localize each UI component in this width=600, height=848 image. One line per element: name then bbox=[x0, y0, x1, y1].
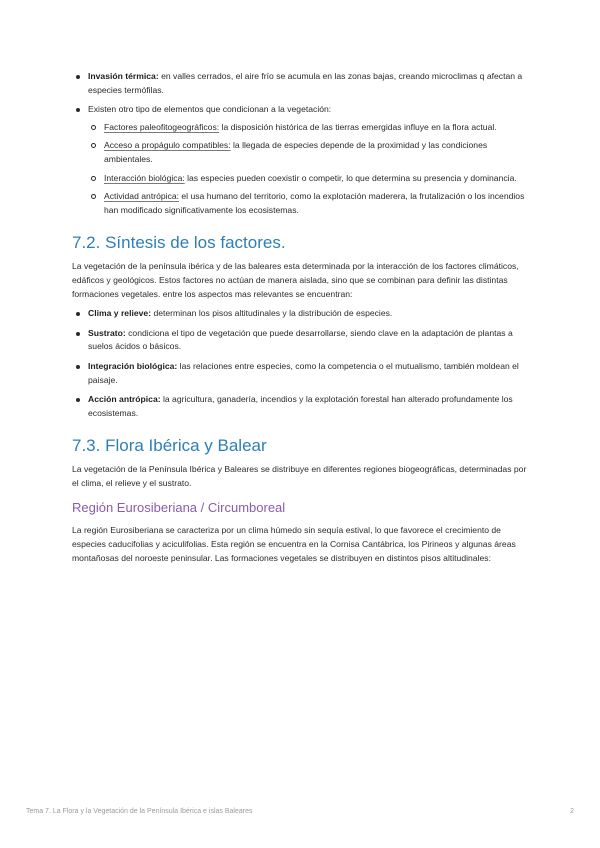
footer-title: Tema 7. La Flora y la Vegetación de la Península Ibérica e islas Baleares bbox=[26, 808, 253, 815]
text-accion-antropica: la agricultura, ganadería, incendios y la explotación forestal han alterado profundamente los ecosistemas. bbox=[88, 394, 513, 418]
section-7-3-intro: La vegetación de la Península Ibérica y Baleares se distribuye en diferentes regiones biogeográficas, determinadas por el clima, el relieve y el sustrato. bbox=[72, 464, 527, 488]
text-paleofitogeograficos: la disposición histórica de las tierras emergidas influye en la flora actual. bbox=[219, 121, 497, 132]
term-interaccion-biologica: Interacción biológica: bbox=[104, 172, 185, 183]
text-otros-elementos: Existen otro tipo de elementos que condicionan a la vegetación: bbox=[88, 104, 332, 115]
text-interaccion-biologica: las especies pueden coexistir o competir, lo que determina su presencia y dominancia. bbox=[184, 172, 517, 183]
term-actividad-antropica: Actividad antrópica: bbox=[104, 191, 179, 202]
page-content bbox=[72, 70, 532, 571]
text-integracion-biologica: las relaciones entre especies, como la competencia o el mutualismo, también moldean el paisaje. bbox=[88, 360, 519, 385]
page-footer bbox=[26, 808, 574, 815]
section-7-2-intro: La vegetación de la península ibérica y de las baleares esta determinada por la interacción de los factores climáticos, edáficos y geológicos. Estos factores no actúan de manera aislada, sino que se combinan para definir las distintas formaciones vegetales. entre los aspectos mas relevantes se encuentran: bbox=[72, 261, 519, 299]
list-item-otros-elementos bbox=[72, 103, 532, 217]
section-7-2-heading: 7.2. Síntesis de los factores. bbox=[72, 233, 286, 253]
sub-item-actividad-antropica bbox=[88, 190, 532, 217]
list-item-invasion-termica bbox=[72, 70, 532, 97]
text-clima-relieve: determinan los pisos altitudinales y la distribución de especies. bbox=[151, 308, 393, 319]
list-item-clima-relieve bbox=[72, 307, 532, 321]
term-sustrato: Sustrato: bbox=[88, 327, 126, 338]
text-actividad-antropica: el usa humano del territorio, como la explotación maderera, la frutalización o los incendios han modificado significativamente los ecosistemas. bbox=[104, 191, 525, 215]
term-acceso-propagulo: Acceso a propágulo compatibles: bbox=[104, 140, 231, 151]
section-7-3-heading: 7.3. Flora Ibérica y Balear bbox=[72, 436, 267, 456]
section-7-2-list bbox=[72, 307, 532, 420]
text-invasion-termica: en valles cerrados, el aire frío se acumula en las zonas bajas, creando microclimas q afectan a especies termófilas. bbox=[88, 71, 523, 95]
sub-item-paleofitogeograficos bbox=[88, 121, 532, 135]
list-item-integracion-biologica bbox=[72, 360, 532, 387]
top-bullet-list bbox=[72, 70, 532, 217]
term-invasion-termica: Invasión térmica: bbox=[88, 71, 159, 81]
region-eurosiberiana-paragraph: La región Eurosiberiana se caracteriza por un clima húmedo sin sequía estival, lo que favorece el crecimiento de especies caducifolias y aciculifolias. Esta región se encuentra en la Cornisa Cantábrica, los Pirineos y algunas áreas montañosas del noroeste peninsular. Las formaciones vegetales se distribuyen en distintos pisos altitudinales: bbox=[72, 525, 516, 563]
term-clima-relieve: Clima y relieve: bbox=[88, 308, 152, 319]
list-item-accion-antropica bbox=[72, 393, 532, 420]
sub-item-acceso-propagulo bbox=[88, 139, 532, 166]
page-number: 2 bbox=[570, 808, 574, 815]
text-acceso-propagulo: la llegada de especies depende de la proximidad y las condiciones ambientales. bbox=[104, 140, 488, 164]
sub-item-interaccion-biologica bbox=[88, 172, 532, 186]
term-integracion-biologica: Integración biológica: bbox=[88, 360, 178, 371]
list-item-sustrato bbox=[72, 327, 532, 354]
term-accion-antropica: Acción antrópica: bbox=[88, 394, 161, 405]
text-sustrato: condiciona el tipo de vegetación que puede desarrollarse, siendo clave en la adaptación de plantas a suelos ácidos o básicos. bbox=[88, 327, 513, 352]
term-paleofitogeograficos: Factores paleofitogeográficos: bbox=[104, 121, 220, 132]
sub-bullet-list bbox=[88, 121, 532, 218]
region-eurosiberiana-heading: Región Eurosiberiana / Circumboreal bbox=[72, 500, 286, 516]
